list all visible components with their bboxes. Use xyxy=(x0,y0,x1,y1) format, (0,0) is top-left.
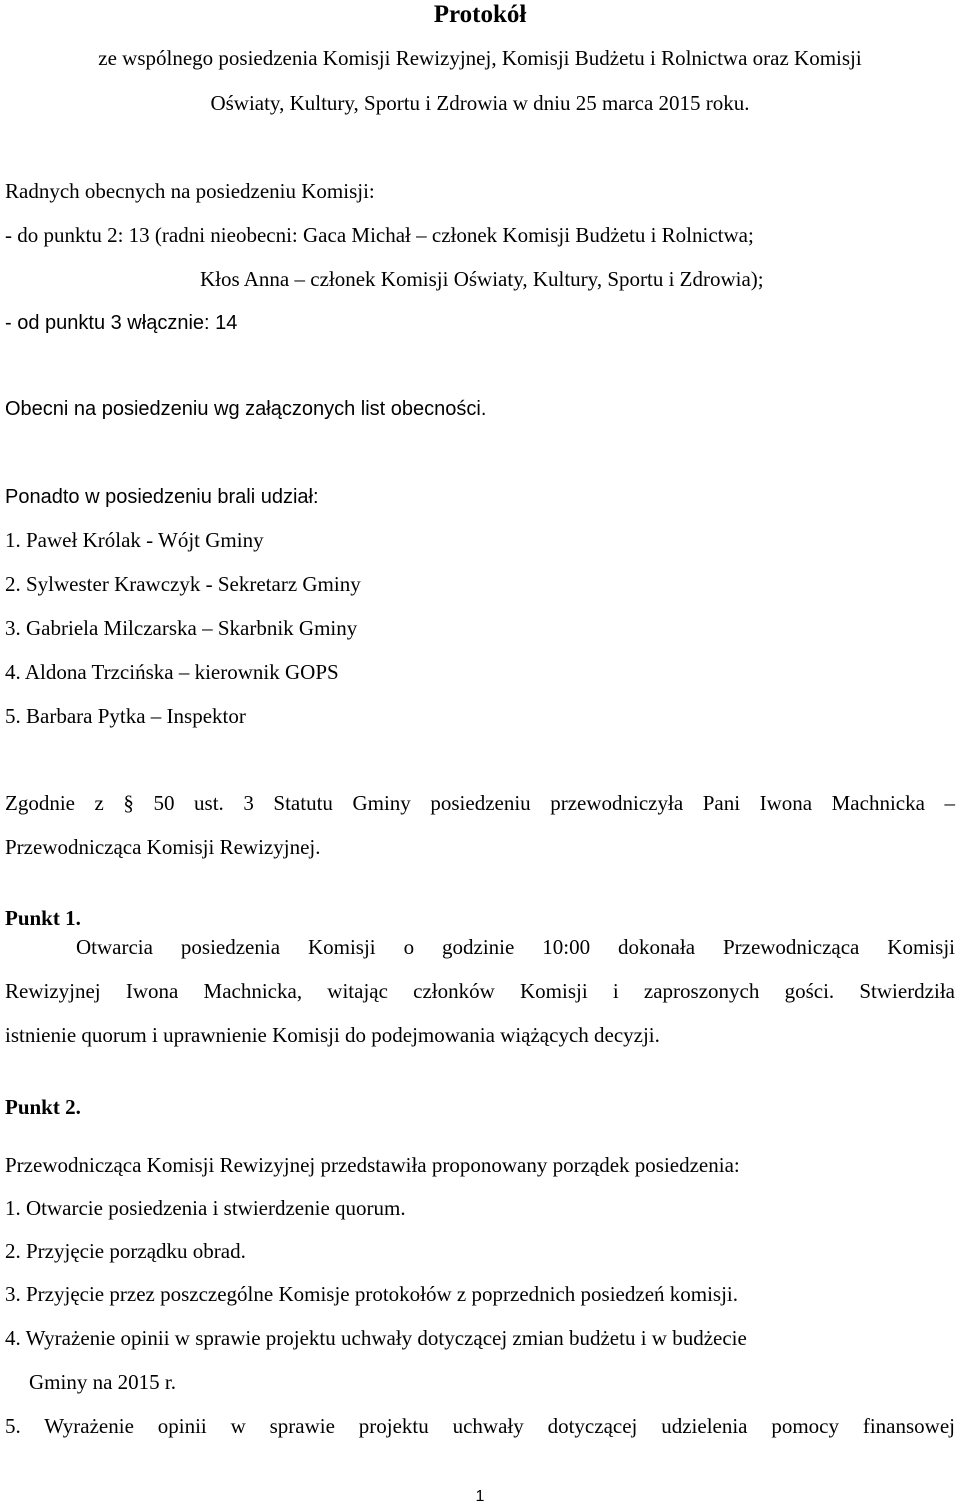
guest-item: 4. Aldona Trzcińska – kierownik GOPS xyxy=(5,660,339,684)
subtitle-line-2: Oświaty, Kultury, Sportu i Zdrowia w dniu 25 marca 2015 roku. xyxy=(210,91,750,115)
statute-line-2: Przewodnicząca Komisji Rewizyjnej. xyxy=(5,835,321,859)
guest-item: 1. Paweł Królak - Wójt Gminy xyxy=(5,528,264,552)
agenda-item: 1. Otwarcie posiedzenia i stwierdzenie quorum. xyxy=(5,1196,406,1220)
agenda-item-continuation: Gminy na 2015 r. xyxy=(29,1370,176,1394)
agenda-item: 2. Przyjęcie porządku obrad. xyxy=(5,1239,246,1263)
guest-item: 2. Sylwester Krawczyk - Sekretarz Gminy xyxy=(5,572,361,596)
agenda-item: 4. Wyrażenie opinii w sprawie projektu uchwały dotyczącej zmian budżetu i w budżecie xyxy=(5,1326,747,1350)
guests-intro: Ponadto w posiedzeniu brali udział: xyxy=(5,486,319,508)
punkt2-heading: Punkt 2. xyxy=(5,1095,81,1119)
attendance-line-3: - od punktu 3 włącznie: 14 xyxy=(5,312,238,334)
agenda-item: 3. Przyjęcie przez poszczególne Komisje protokołów z poprzednich posiedzeń komisji. xyxy=(5,1282,739,1306)
punkt1-line-3: istnienie quorum i uprawnienie Komisji do podejmowania wiążących decyzji. xyxy=(5,1023,660,1047)
guest-item: 3. Gabriela Milczarska – Skarbnik Gminy xyxy=(5,616,358,640)
page-number: 1 xyxy=(475,1488,485,1505)
punkt2-intro: Przewodnicząca Komisji Rewizyjnej przedstawiła proponowany porządek posiedzenia: xyxy=(5,1153,740,1177)
attendance-line-1: - do punktu 2: 13 (radni nieobecni: Gaca Michał – członek Komisji Budżetu i Rolnictwa; xyxy=(5,223,754,247)
subtitle-line-1: ze wspólnego posiedzenia Komisji Rewizyjnej, Komisji Budżetu i Rolnictwa oraz Komisji xyxy=(98,46,862,70)
punkt1-line-2: Rewizyjnej Iwona Machnicka, witając członków Komisji i zaproszonych gości. Stwierdziła xyxy=(5,979,955,1003)
punkt1-line-1: Otwarcia posiedzenia Komisji o godzinie 10:00 dokonała Przewodnicząca Komisji xyxy=(76,935,955,959)
statute-line-1: Zgodnie z § 50 ust. 3 Statutu Gminy posiedzeniu przewodniczyła Pani Iwona Machnicka – xyxy=(5,791,955,815)
present-note: Obecni na posiedzeniu wg załączonych list obecności. xyxy=(5,398,487,420)
agenda-item: 5. Wyrażenie opinii w sprawie projektu uchwały dotyczącej udzielenia pomocy finansowej xyxy=(5,1414,955,1438)
attendance-line-2: Kłos Anna – członek Komisji Oświaty, Kultury, Sportu i Zdrowia); xyxy=(200,267,764,291)
punkt1-heading: Punkt 1. xyxy=(5,906,81,930)
attendance-intro: Radnych obecnych na posiedzeniu Komisji: xyxy=(5,179,375,203)
document-title: Protokół xyxy=(433,1,527,28)
guest-item: 5. Barbara Pytka – Inspektor xyxy=(5,704,246,728)
